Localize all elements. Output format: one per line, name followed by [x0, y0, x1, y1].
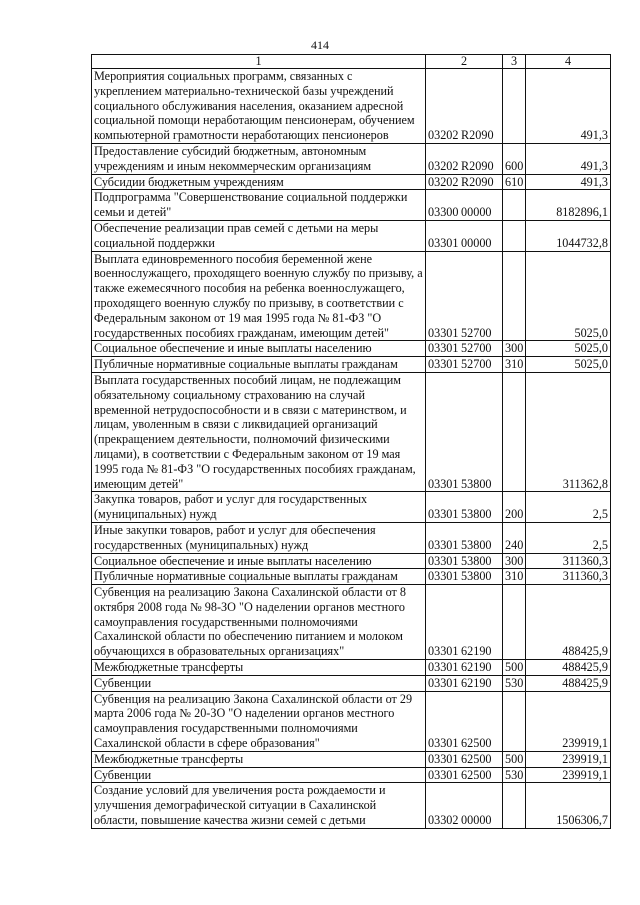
column-header-kvr: 3: [503, 55, 526, 69]
row-csr-code: [426, 767, 503, 783]
row-csr-direction: 00000: [461, 813, 492, 828]
row-sum: 239919,1: [526, 691, 611, 751]
row-csr-code: [426, 174, 503, 190]
table-row: [92, 751, 611, 767]
row-csr-code: [426, 357, 503, 373]
row-kvr: [503, 251, 526, 341]
row-csr-program: 03301: [428, 675, 459, 690]
row-csr-direction: 53800: [461, 507, 492, 522]
row-name: Подпрограмма "Совершенствование социальной поддержки семьи и детей": [92, 190, 426, 221]
row-name: Межбюджетные трансферты: [92, 751, 426, 767]
table-header-row: [92, 55, 611, 69]
row-csr-direction: 00000: [461, 205, 492, 220]
row-name: Субвенции: [92, 675, 426, 691]
table-row: [92, 492, 611, 523]
row-csr-program: 03202: [428, 128, 459, 143]
row-csr-direction: 52700: [461, 357, 492, 372]
row-sum: 239919,1: [526, 767, 611, 783]
row-name: Иные закупки товаров, работ и услуг для обеспечения государственных (муниципальных) нужд: [92, 522, 426, 553]
row-csr-direction: 00000: [461, 235, 492, 250]
table-row: [92, 522, 611, 553]
row-sum: 488425,9: [526, 675, 611, 691]
row-name: Закупка товаров, работ и услуг для государственных (муниципальных) нужд: [92, 492, 426, 523]
row-kvr: [503, 190, 526, 221]
row-sum: 2,5: [526, 522, 611, 553]
row-csr-code: [426, 553, 503, 569]
row-kvr: 530: [503, 767, 526, 783]
budget-table: [91, 54, 611, 829]
row-kvr: [503, 783, 526, 828]
table-row: [92, 251, 611, 341]
table-row: [92, 174, 611, 190]
row-sum: 1044732,8: [526, 220, 611, 251]
page-number: 414: [311, 38, 329, 52]
row-csr-program: 03301: [428, 644, 459, 659]
table-row: [92, 220, 611, 251]
row-csr-direction: 53800: [461, 553, 492, 568]
row-sum: 491,3: [526, 143, 611, 174]
column-header-sum: 4: [526, 55, 611, 69]
row-sum: 311360,3: [526, 553, 611, 569]
row-csr-code: [426, 751, 503, 767]
row-kvr: 310: [503, 569, 526, 585]
row-name: Выплата государственных пособий лицам, не подлежащим обязательному социальному страхованию на случай временной нетрудоспособности и в связи с материнством, и лицам, уволенным в связи с ликвидацией организаций (прекращением деятельности, полномочий физическими лицами), в соответствии с Федеральным законом от 19 мая 1995 года № 81-ФЗ "О государственных пособиях гражданам, имеющим детей": [92, 372, 426, 491]
row-sum: 5025,0: [526, 341, 611, 357]
row-name: Субвенция на реализацию Закона Сахалинской области от 29 марта 2006 года № 20-ЗО "О наделении органов местного самоуправления государственными полномочиями Сахалинской области в сфере образования": [92, 691, 426, 751]
row-csr-code: [426, 675, 503, 691]
table-row: [92, 585, 611, 660]
row-name: Публичные нормативные социальные выплаты гражданам: [92, 569, 426, 585]
table-row: [92, 190, 611, 221]
row-csr-code: [426, 492, 503, 523]
table-row: [92, 341, 611, 357]
row-csr-program: 03301: [428, 235, 459, 250]
row-sum: 5025,0: [526, 251, 611, 341]
row-csr-direction: R2090: [461, 174, 494, 189]
row-name: Субвенции: [92, 767, 426, 783]
table-row: [92, 357, 611, 373]
row-csr-program: 03202: [428, 158, 459, 173]
row-csr-code: [426, 251, 503, 341]
row-csr-program: 03301: [428, 325, 459, 340]
row-kvr: 500: [503, 751, 526, 767]
row-csr-code: [426, 220, 503, 251]
row-csr-direction: 62190: [461, 675, 492, 690]
row-csr-code: [426, 691, 503, 751]
row-sum: 239919,1: [526, 751, 611, 767]
row-kvr: 530: [503, 675, 526, 691]
row-csr-program: 03301: [428, 553, 459, 568]
row-csr-direction: 53800: [461, 537, 492, 552]
row-csr-code: [426, 783, 503, 828]
row-kvr: 310: [503, 357, 526, 373]
row-csr-direction: R2090: [461, 158, 494, 173]
row-sum: 491,3: [526, 69, 611, 144]
table-row: [92, 660, 611, 676]
row-csr-code: [426, 143, 503, 174]
row-kvr: [503, 372, 526, 491]
column-header-csr: 2: [426, 55, 503, 69]
row-csr-direction: 62190: [461, 660, 492, 675]
row-csr-program: 03301: [428, 537, 459, 552]
row-name: Социальное обеспечение и иные выплаты населению: [92, 341, 426, 357]
row-sum: 488425,9: [526, 660, 611, 676]
row-csr-code: [426, 569, 503, 585]
row-csr-program: 03301: [428, 660, 459, 675]
row-sum: 488425,9: [526, 585, 611, 660]
table-row: [92, 675, 611, 691]
row-name: Выплата единовременного пособия беременной жене военнослужащего, проходящего военную службу по призыву, а также ежемесячного пособия на ребенка военнослужащего, проходящего военную службу по призыву, в соответствии с Федеральным законом от 19 мая 1995 года № 81-ФЗ "О государственных пособиях гражданам, имеющим детей": [92, 251, 426, 341]
table-row: [92, 372, 611, 491]
row-csr-direction: 52700: [461, 341, 492, 356]
row-sum: 311362,8: [526, 372, 611, 491]
row-name: Социальное обеспечение и иные выплаты населению: [92, 553, 426, 569]
row-sum: 1506306,7: [526, 783, 611, 828]
row-csr-direction: 62190: [461, 644, 492, 659]
row-csr-code: [426, 69, 503, 144]
row-csr-direction: 53800: [461, 476, 492, 491]
row-kvr: 300: [503, 553, 526, 569]
row-kvr: [503, 220, 526, 251]
row-name: Субсидии бюджетным учреждениям: [92, 174, 426, 190]
row-kvr: 600: [503, 143, 526, 174]
row-name: Создание условий для увеличения роста рождаемости и улучшения демографической ситуации в Сахалинской области, повышение качества жизни семей с детьми: [92, 783, 426, 828]
row-kvr: 200: [503, 492, 526, 523]
column-header-name: 1: [92, 55, 426, 69]
table-row: [92, 143, 611, 174]
row-sum: 2,5: [526, 492, 611, 523]
row-csr-program: 03301: [428, 341, 459, 356]
row-csr-program: 03301: [428, 507, 459, 522]
row-csr-program: 03301: [428, 767, 459, 782]
row-kvr: [503, 69, 526, 144]
row-csr-direction: R2090: [461, 128, 494, 143]
row-csr-program: 03202: [428, 174, 459, 189]
row-kvr: [503, 691, 526, 751]
row-csr-code: [426, 585, 503, 660]
row-sum: 311360,3: [526, 569, 611, 585]
row-csr-program: 03301: [428, 751, 459, 766]
row-sum: 491,3: [526, 174, 611, 190]
table-row: [92, 767, 611, 783]
row-csr-program: 03302: [428, 813, 459, 828]
row-csr-code: [426, 341, 503, 357]
table-row: [92, 69, 611, 144]
row-csr-program: 03301: [428, 476, 459, 491]
row-csr-direction: 62500: [461, 751, 492, 766]
row-csr-program: 03301: [428, 569, 459, 584]
row-csr-program: 03301: [428, 736, 459, 751]
row-kvr: 300: [503, 341, 526, 357]
row-kvr: [503, 585, 526, 660]
row-sum: 5025,0: [526, 357, 611, 373]
row-csr-program: 03301: [428, 357, 459, 372]
row-name: Публичные нормативные социальные выплаты гражданам: [92, 357, 426, 373]
table-row: [92, 569, 611, 585]
row-name: Мероприятия социальных программ, связанных с укреплением материально-технической базы учреждений социального обслуживания населения, оказанием адресной социальной помощи неработающим пенсионерам, обучением компьютерной грамотности неработающих пенсионеров: [92, 69, 426, 144]
table-row: [92, 691, 611, 751]
row-name: Межбюджетные трансферты: [92, 660, 426, 676]
row-csr-code: [426, 660, 503, 676]
row-csr-direction: 62500: [461, 767, 492, 782]
row-csr-code: [426, 372, 503, 491]
table-row: [92, 553, 611, 569]
row-sum: 8182896,1: [526, 190, 611, 221]
table-row: [92, 783, 611, 828]
row-kvr: 500: [503, 660, 526, 676]
row-name: Обеспечение реализации прав семей с детьми на меры социальной поддержки: [92, 220, 426, 251]
row-name: Субвенция на реализацию Закона Сахалинской области от 8 октября 2008 года № 98-ЗО "О наделении органов местного самоуправления государственными полномочиями Сахалинской области по обеспечению питанием и молоком обучающихся в образовательных организациях": [92, 585, 426, 660]
row-csr-program: 03300: [428, 205, 459, 220]
row-csr-code: [426, 522, 503, 553]
row-name: Предоставление субсидий бюджетным, автономным учреждениям и иным некоммерческим организациям: [92, 143, 426, 174]
row-csr-code: [426, 190, 503, 221]
row-kvr: 610: [503, 174, 526, 190]
row-csr-direction: 52700: [461, 325, 492, 340]
row-csr-direction: 62500: [461, 736, 492, 751]
row-csr-direction: 53800: [461, 569, 492, 584]
row-kvr: 240: [503, 522, 526, 553]
